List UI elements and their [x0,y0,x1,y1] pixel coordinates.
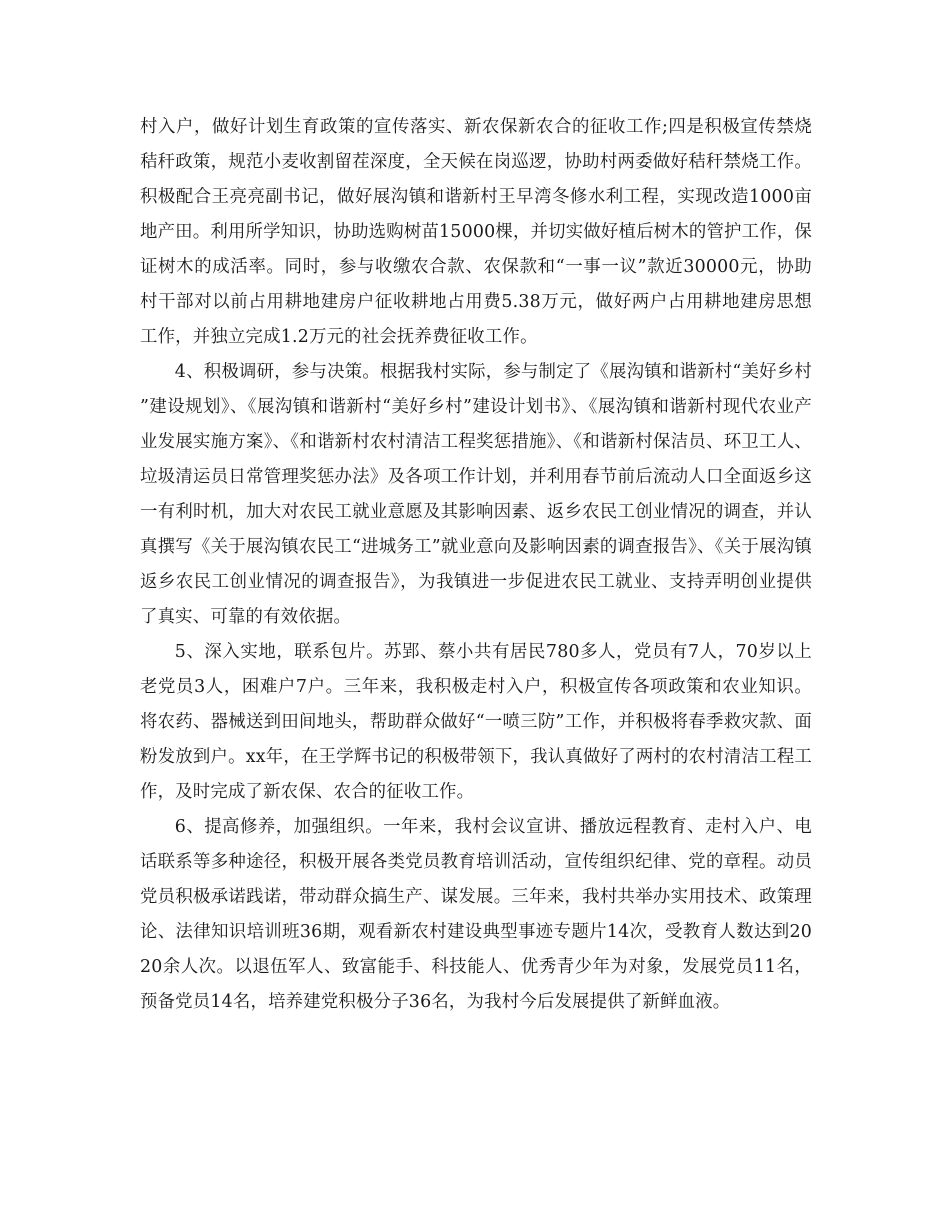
paragraph-fieldwork: 5、深入实地，联系包片。苏郢、蔡小共有居民780多人，党员有7人，70岁以上老党员3人，困难户7户。三年来，我积极走村入户，积极宣传各项政策和农业知识。将农药、器械送到田间地头，帮助群众做好“一喷三防”工作，并积极将春季救灾款、面粉发放到户。xx年，在王学辉书记的积极带领下，我认真做好了两村的农村清洁工程工作，及时完成了新农保、农合的征收工作。 [140,642,812,802]
paragraph-continuation: 村入户，做好计划生育政策的宣传落实、新农保新农合的征收工作;四是积极宣传禁烧秸秆政策，规范小麦收割留茬深度，全天候在岗巡逻，协助村两委做好秸秆禁烧工作。积极配合王亮亮副书记，做好展沟镇和谐新村王早湾冬修水利工程，实现改造1000亩地产田。利用所学知识，协助选购树苗15000棵，并切实做好植后树木的管护工作，保证树木的成活率。同时，参与收缴农合款、农保款和“一事一议”款近30000元，协助村干部对以前占用耕地建房户征收耕地占用费5.38万元，做好两户占用耕地建房思想工作，并独立完成1.2万元的社会抚养费征收工作。 [140,117,812,347]
paragraph-research: 4、积极调研，参与决策。根据我村实际，参与制定了《展沟镇和谐新村“美好乡村”建设规划》、《展沟镇和谐新村“美好乡村”建设计划书》、《展沟镇和谐新村现代农业产业发展实施方案》、《和谐新村农村清洁工程奖惩措施》、《和谐新村保洁员、环卫工人、垃圾清运员日常管理奖惩办法》及各项工作计划，并利用春节前后流动人口全面返乡这一有利时机，加大对农民工就业意愿及其影响因素、返乡农民工创业情况的调查，并认真撰写《关于展沟镇农民工“进城务工”就业意向及影响因素的调查报告》、《关于展沟镇返乡农民工创业情况的调查报告》，为我镇进一步促进农民工就业、支持弄明创业提供了真实、可靠的有效依据。 [140,362,812,627]
document-body [140,110,812,1020]
paragraph-organization: 6、提高修养，加强组织。一年来，我村会议宣讲、播放远程教育、走村入户、电话联系等多种途径，积极开展各类党员教育培训活动，宣传组织纪律、党的章程。动员党员积极承诺践诺，带动群众搞生产、谋发展。三年来，我村共举办实用技术、政策理论、法律知识培训班36期，观看新农村建设典型事迹专题片14次，受教育人数达到2020余人次。以退伍军人、致富能手、科技能人、优秀青少年为对象，发展党员11名，预备党员14名，培养建党积极分子36名，为我村今后发展提供了新鲜血液。 [140,817,812,1012]
